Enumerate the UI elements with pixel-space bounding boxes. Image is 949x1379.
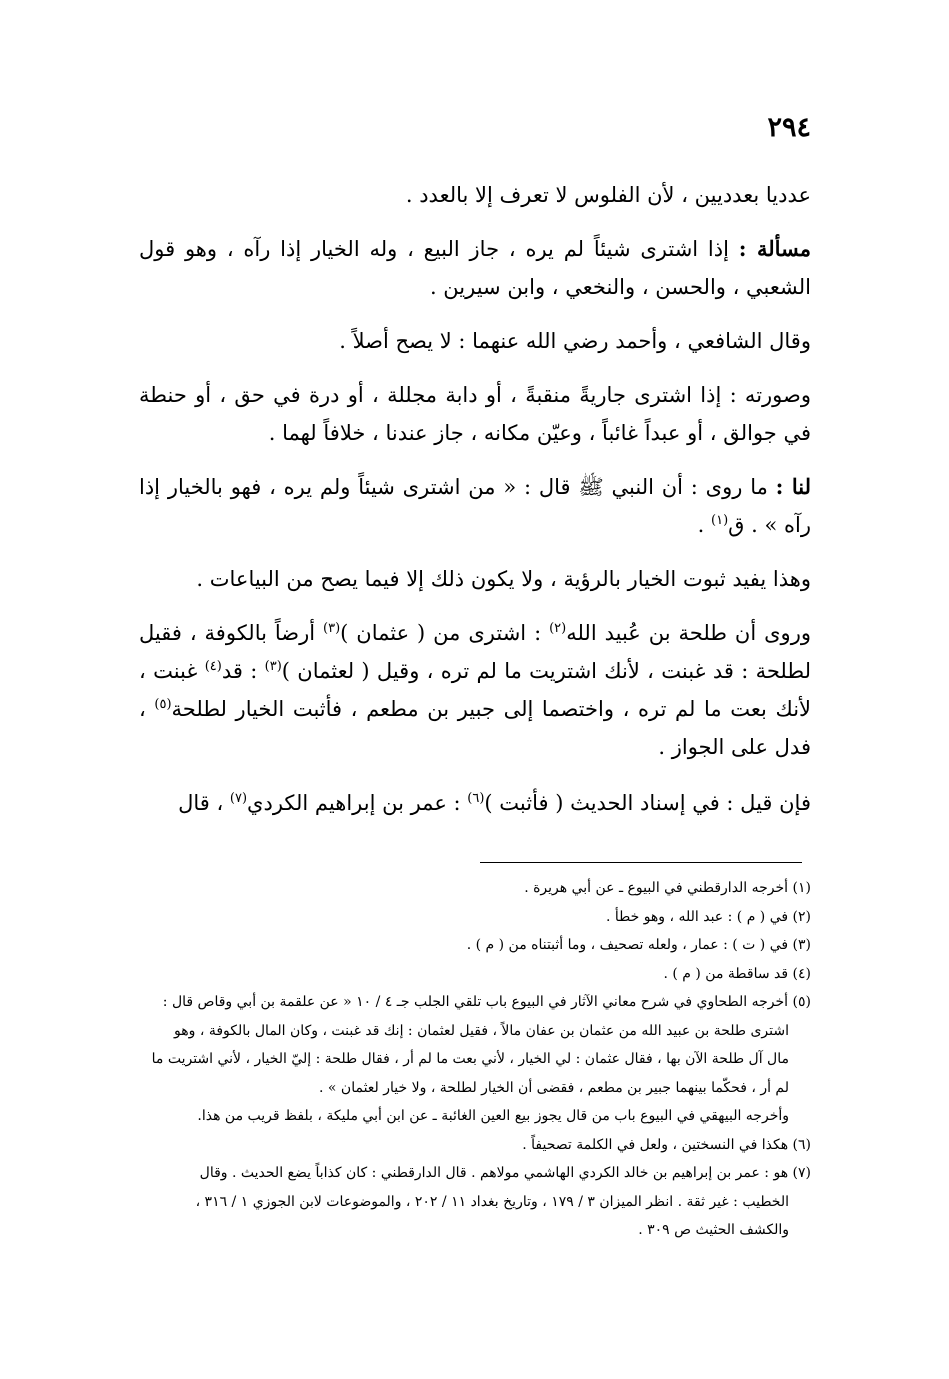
paragraph-text: ما روى : أن النبي ﷺ قال : « من اشترى شيئاً ولم يره ، فهو بالخيار إذا رآه » . ق <box>139 475 811 537</box>
paragraph-shafii <box>139 322 811 360</box>
paragraph-ruya <box>139 560 811 598</box>
paragraph-text: أرضاً بالكوفة ، فقيل لطلحة : قد غبنت ، لأنك اشتريت ما لم تره ، وقيل ( لعثمان ) <box>139 621 812 683</box>
paragraph-text: فإن قيل : في إسناد الحديث ( فأثبت ) <box>484 791 811 815</box>
paragraph-1 <box>139 176 811 214</box>
footnote-line: والكشف الحثيث ص ٣٠٩ . <box>638 1222 789 1238</box>
paragraph-text: وقال الشافعي ، وأحمد رضي الله عنهما : لا يصح أصلاً . <box>339 329 811 353</box>
footnote-line: الخطيب : غير ثقة . انظر الميزان ٣ / ١٧٩ ، وتاريخ بغداد ١١ / ٢٠٢ ، والموضوعات لابن الجوزي ١ / ٣١٦ ، <box>195 1193 789 1210</box>
footnote-line: (٥) أخرجه الطحاوي في شرح معاني الآثار في البيوع باب تلقي الجلب جـ ٤ / ١٠ « عن علقمة بن أبي وقاص قال : <box>162 994 811 1010</box>
paragraph-text: : اشترى من ( عثمان ) <box>340 621 550 645</box>
paragraph-text: : قد <box>221 659 265 683</box>
main-text <box>139 176 811 838</box>
footnote-line: (٤) قد ساقطة من ( م ) . <box>663 965 811 982</box>
paragraph-lead: مسألة : <box>738 236 811 261</box>
footnote-line: (١) أخرجه الدارقطني في البيوع ـ عن أبي هريرة . <box>524 880 811 896</box>
page-number: ٢٩٤ <box>767 112 811 143</box>
paragraph-tail: . <box>697 513 712 537</box>
footnotes <box>131 874 811 1245</box>
paragraph-text: عدديا بعدديين ، لأن الفلوس لا تعرف إلا بالعدد . <box>405 183 811 207</box>
footnote-ref[interactable]: (٦) <box>467 791 485 806</box>
paragraph-text: ، قال <box>178 791 230 815</box>
paragraph-sura <box>139 376 811 452</box>
footnote-line: (٦) هكذا في النسختين ، ولعل في الكلمة تصحيفاً . <box>522 1136 811 1153</box>
footnote-line: (٣) في ( ت ) : عمار ، ولعله تصحيف ، وما أثبتناه من ( م ) . <box>466 937 811 953</box>
footnote-ref[interactable]: (٣) <box>323 621 341 636</box>
footnote-ref[interactable]: (٣) <box>264 659 282 674</box>
footnote-ref[interactable]: (٢) <box>549 621 567 636</box>
footnote-line: (٧) هو : عمر بن إبراهيم بن خالد الكردي الهاشمي مولاهم . قال الدارقطني : كان كذاباً يضع الحديث . وقال <box>199 1165 811 1181</box>
footnote-divider <box>480 862 802 863</box>
footnote-line: اشترى طلحة بن عبيد الله من عثمان بن عفان مالاً ، فقيل لعثمان : إنك قد غبنت ، وكان المال بالكوفة ، وهو <box>174 1022 789 1039</box>
footnote-ref[interactable]: (٤) <box>204 659 222 674</box>
paragraph-text: وهذا يفيد ثبوت الخيار بالرؤية ، ولا يكون ذلك إلا فيما يصح من البياعات . <box>196 567 811 591</box>
paragraph-text: ، فدل على الجواز . <box>139 697 811 759</box>
paragraph-text: وصورته : إذا اشترى جاريةً منقبةً ، أو دابة مجللة ، أو درة في حق ، أو حنطة في جوالق ، أو عبداً غائباً ، وعيّن مكانه ، جاز عندنا ، خلافاً لهما . <box>139 383 811 445</box>
footnote-line: وأخرجه البيهقي في البيوع باب من قال يجوز بيع العين الغائبة ـ عن ابن أبي مليكة ، بلفظ قريب من هذا. <box>197 1108 789 1124</box>
paragraph-text: إذا اشترى شيئاً لم يره ، جاز البيع ، وله الخيار إذا رآه ، وهو قول الشعبي ، والحسن ، والنخعي ، وابن سيرين . <box>139 237 811 299</box>
paragraph-lead: لنا : <box>775 474 811 499</box>
paragraph-talha <box>139 614 811 766</box>
footnote-ref[interactable]: (١) <box>711 513 729 528</box>
paragraph-objection <box>139 784 811 822</box>
footnote-ref[interactable]: (٥) <box>154 697 172 712</box>
footnote-line: مال آل طلحة الآن بها ، فقال عثمان : لي الخيار ، لأني بعت ما لم أر ، فقال طلحة : إليّ الخيار ، لأني اشتريت ما <box>151 1051 789 1067</box>
paragraph-text: غبنت ، لأنك بعت ما لم تره ، واختصما إلى جبير بن مطعم ، فأثبت الخيار لطلحة <box>139 659 812 721</box>
footnote-line: (٢) في ( م ) : عبد الله ، وهو خطأ . <box>605 908 811 925</box>
paragraph-text: : عمر بن إبراهيم الكردي <box>247 791 468 815</box>
paragraph-masala <box>139 230 811 306</box>
footnote-ref[interactable]: (٧) <box>229 791 248 806</box>
paragraph-lana <box>139 468 811 544</box>
paragraph-text: وروى أن طلحة بن عُبيد الله <box>566 621 811 645</box>
footnote-line: لم أر ، فحكّما بينهما جبير بن مطعم ، فقضى أن الخيار لطلحة ، ولا خيار لعثمان » . <box>319 1079 789 1096</box>
